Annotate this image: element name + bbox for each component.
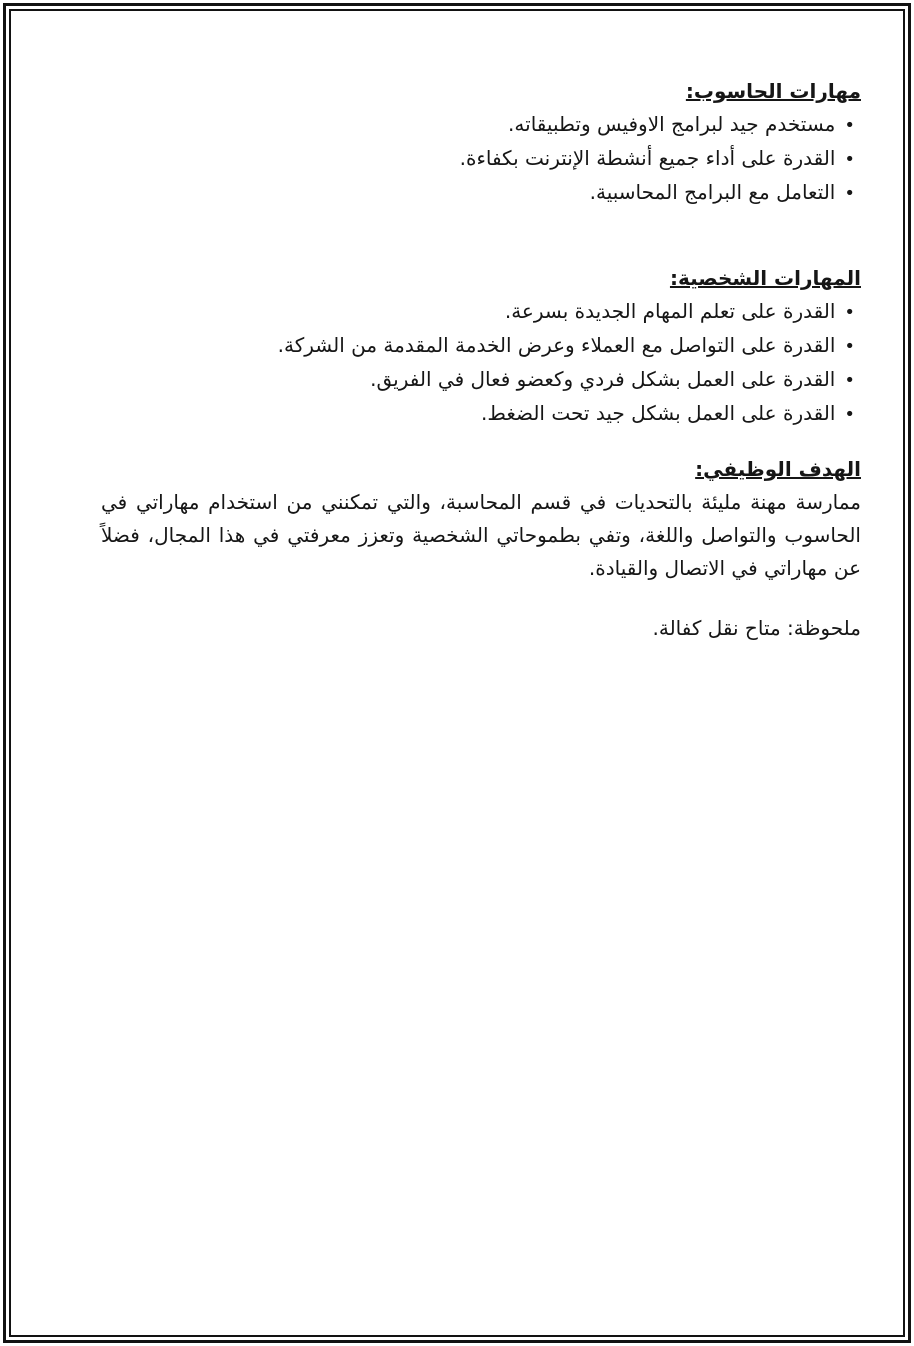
list-item-text: التعامل مع البرامج المحاسبية.	[589, 180, 836, 204]
bullet-icon: •	[844, 302, 855, 323]
page-outer-border	[3, 3, 911, 1343]
list-item-text: مستخدم جيد لبرامج الاوفيس وتطبيقاته.	[508, 112, 836, 136]
career-objective-paragraph: ممارسة مهنة مليئة بالتحديات في قسم المحاسبة، والتي تمكنني من استخدام مهاراتي في الحاسوب والتواصل واللغة، وتفي بطموحاتي الشخصية وتعزز معرفتي في هذا المجال، فضلاً عن مهاراتي في الاتصال والقيادة.	[101, 490, 861, 580]
bullet-icon: •	[844, 149, 855, 170]
document-content	[11, 11, 903, 1335]
list-item-text: القدرة على التواصل مع العملاء وعرض الخدمة المقدمة من الشركة.	[277, 333, 836, 357]
bullet-icon: •	[844, 370, 855, 391]
bullet-icon: •	[844, 404, 855, 425]
section-personal-skills	[101, 262, 861, 431]
bullet-icon: •	[844, 336, 855, 357]
list-item	[101, 363, 861, 397]
list-item-text: القدرة على أداء جميع أنشطة الإنترنت بكفاءة.	[459, 146, 836, 170]
list-item	[101, 142, 861, 176]
list-item	[101, 176, 861, 210]
computer-skills-list	[101, 108, 861, 210]
computer-skills-heading: مهارات الحاسوب:	[685, 79, 861, 103]
list-item	[101, 329, 861, 363]
sponsorship-note: ملحوظة: متاح نقل كفالة.	[652, 616, 861, 640]
list-item-text: القدرة على العمل بشكل فردي وكعضو فعال في الفريق.	[370, 367, 836, 391]
bullet-icon: •	[844, 183, 855, 204]
list-item	[101, 397, 861, 431]
list-item	[101, 295, 861, 329]
career-objective-heading: الهدف الوظيفي:	[695, 457, 861, 481]
list-item-text: القدرة على العمل بشكل جيد تحت الضغط.	[481, 401, 836, 425]
personal-skills-heading: المهارات الشخصية:	[669, 266, 861, 290]
list-item-text: القدرة على تعلم المهام الجديدة بسرعة.	[504, 299, 836, 323]
bullet-icon: •	[844, 115, 855, 136]
section-computer-skills	[101, 75, 861, 210]
personal-skills-list	[101, 295, 861, 431]
section-career-objective	[101, 453, 861, 585]
list-item	[101, 108, 861, 142]
page-inner-border	[9, 9, 905, 1337]
